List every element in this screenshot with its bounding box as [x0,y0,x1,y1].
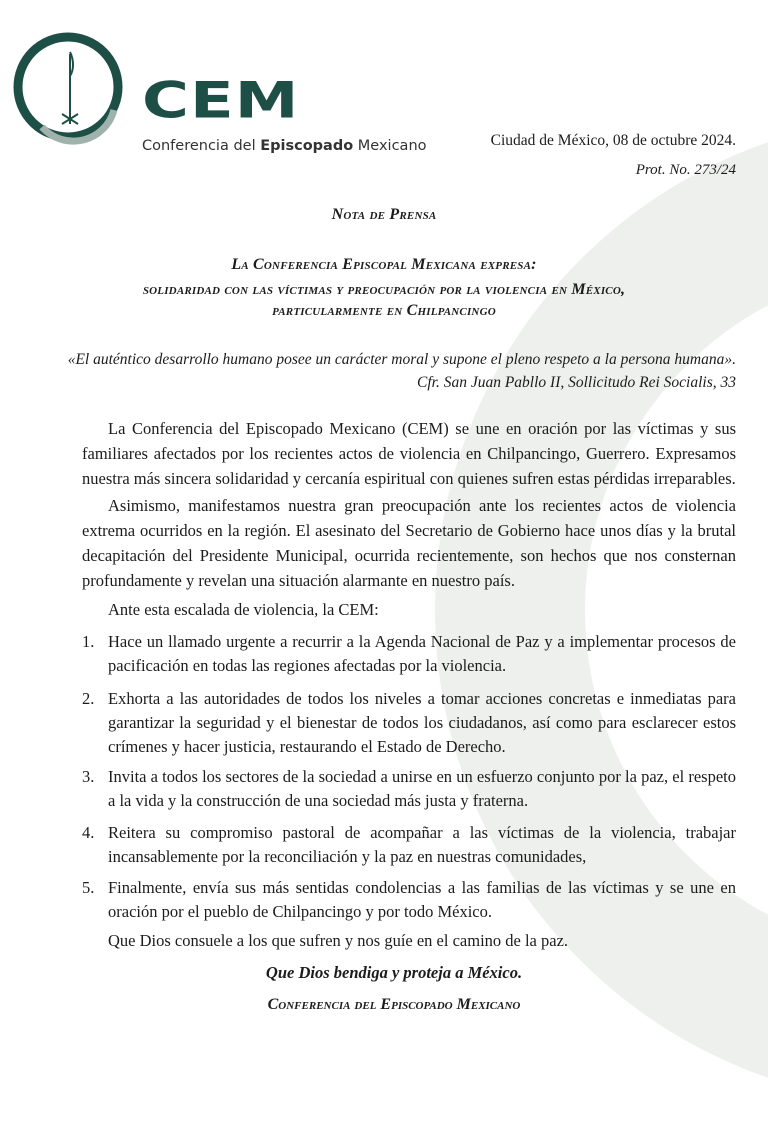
protocol-number: Prot. No. 273/24 [635,162,736,178]
paragraph-1: La Conferencia del Episcopado Mexicano (CEM) se une en oración por las víctimas y sus familiares afectados por los recientes actos de violencia en Chilpancingo, Guerrero. Expresamos nuestra más sincera solidaridad y cercanía espiritual con quienes sufren estas pérdidas irreparables. [82,419,736,488]
headline-line-2: solidaridad con las víctimas y preocupación por la violencia en México, [142,281,626,298]
list-item: 3. Invita a todos los sectores de la sociedad a unirse en un esfuerzo conjunto por la paz, el respeto a la vida y la construcción de una sociedad más justa y fraterna. [82,767,736,810]
list-item: 4. Reitera su compromiso pastoral de acompañar a las víctimas de la violencia, trabajar incansablemente por la reconciliación y la paz en nuestras comunidades, [82,823,736,866]
epigraph-text: «El auténtico desarrollo humano posee un carácter moral y supone el pleno respeto a la persona humana». [67,351,736,368]
epigraph-source: Cfr. San Juan Pabllo II, Sollicitudo Rei Socialis, 33 [416,374,736,391]
cem-emblem-icon [10,30,130,145]
list-item: 5. Finalmente, envía sus más sentidas condolencias a las familias de las víctimas y se une en oración por el pueblo de Chilpancingo y por todo México. [82,878,736,921]
document-date: Ciudad de México, 08 de octubre 2024. [490,132,736,149]
blessing: Que Dios bendiga y proteja a México. [265,963,523,982]
signature: Conferencia del Episcopado Mexicano [267,996,521,1013]
cem-logo [10,30,430,154]
logo-subtitle: Conferencia del Episcopado Mexicano [142,138,427,154]
epigraph [36,348,736,394]
headline-line-3: particularmente en Chilpancingo [272,302,496,319]
list-item: 1. Hace un llamado urgente a recurrir a la Agenda Nacional de Paz y a implementar procesos de pacificación en todas las regiones afectadas por la violencia. [82,632,736,675]
document-kind: Nota de Prensa [331,206,437,223]
closing-prayer: Que Dios consuele a los que sufren y nos guíe en el camino de la paz. [108,931,569,950]
paragraph-2: Asimismo, manifestamos nuestra gran preocupación ante los recientes actos de violencia extrema ocurridos en la región. El asesinato del Secretario de Gobierno hace unos días y la brutal decapitación del Presidente Municipal, ocurrida recientemente, son hechos que nos consternan profundamente y revelan una situación alarmante en nuestro país. [82,496,736,590]
logo-wordmark: CEM [142,72,300,130]
list-item: 2. Exhorta a las autoridades de todos los niveles a tomar acciones concretas e inmediatas para garantizar la seguridad y el bienestar de todos los ciudadanos, así como para esclarecer estos crímenes y hacer justicia, restaurando el Estado de Derecho. [82,689,736,756]
paragraph-3: Ante esta escalada de violencia, la CEM: [108,600,379,619]
headline-line-1: La Conferencia Episcopal Mexicana expresa: [231,256,537,273]
